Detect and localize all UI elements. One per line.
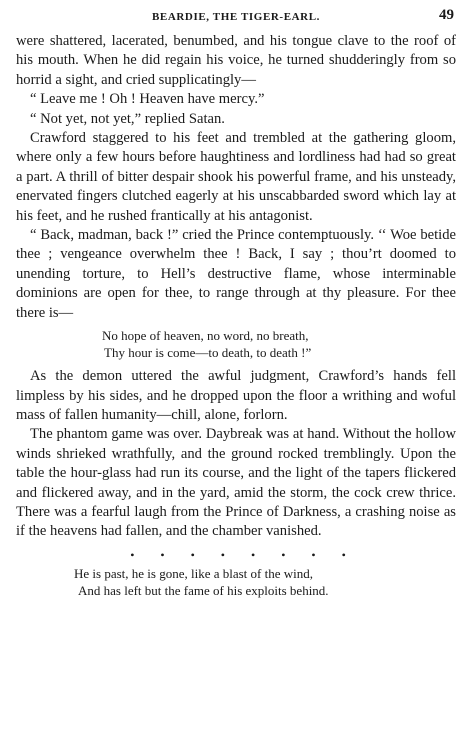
paragraph: Crawford staggered to his feet and trembled at the gathering gloom, where only a few hours before haughtiness and lordliness had had so great a part. A thrill of bitter despair shook his powerful frame, and his unsteady, enervated fingers clutched eagerly at his unscabbarded sword which lay at his feet, and he rushed frantically at his antagonist. (16, 130, 456, 224)
ornament-dot: • (220, 547, 225, 562)
page-header (16, 7, 456, 27)
paragraph: “ Back, madman, back !” cried the Prince contemptuously. ‘‘ Woe betide thee ; vengeance overwhelm thee ! Back, I say ; thou’rt doomed to unending torture, to Hell’s destructive flame, whose interminable dominions are open for thee, to range through at thy pleasure. For thee there is— (16, 227, 456, 321)
closing-verse (16, 565, 456, 599)
ornament-dot: • (311, 547, 316, 562)
ornament-dot: • (341, 547, 346, 562)
running-head: BEARDIE, THE TIGER-EARL. (151, 11, 321, 23)
closing-verse-line: And has left but the fame of his exploits behind. (78, 582, 329, 598)
ornament-dot: • (190, 547, 195, 562)
verse-line: Thy hour is come—to death, to death !” (104, 345, 312, 361)
paragraph: were shattered, lacerated, benumbed, and his tongue clave to the roof of his mouth. When he did regain his voice, he turned shudderingly from so horrid a sight, and cried supplicatingly— (16, 33, 456, 88)
ornament-dot: • (251, 547, 256, 562)
paragraph: As the demon uttered the awful judgment, Crawford’s hands fell limpless by his sides, and he dropped upon the floor a writhing and woful mass of fallen humanity—chill, alone, forlorn. (16, 368, 456, 423)
paragraph: “ Leave me ! Oh ! Heaven have mercy.” (30, 91, 265, 108)
ornament-dot: • (130, 547, 135, 562)
verse-quote (16, 327, 456, 361)
page-number: 49 (439, 7, 454, 23)
verse-line: No hope of heaven, no word, no breath, (102, 328, 309, 344)
section-ornament (16, 548, 456, 562)
body-text (16, 32, 456, 599)
closing-verse-line: He is past, he is gone, like a blast of the wind, (74, 565, 314, 581)
ornament-dot: • (160, 547, 165, 562)
paragraph: “ Not yet, not yet,” replied Satan. (30, 110, 225, 127)
paragraph: The phantom game was over. Daybreak was at hand. Without the hollow winds shrieked wrathfully, and the ground rocked tremblingly. Upon the table the hour-glass had run its course, and the light of the tapers flickered and flickered away, and in the yard, amid the storm, the cock crew thrice. There was a fearful laugh from the Prince of Darkness, a crashing noise as if the heavens had fallen, and the chamber vanished. (16, 426, 456, 540)
ornament-dot: • (281, 547, 286, 562)
